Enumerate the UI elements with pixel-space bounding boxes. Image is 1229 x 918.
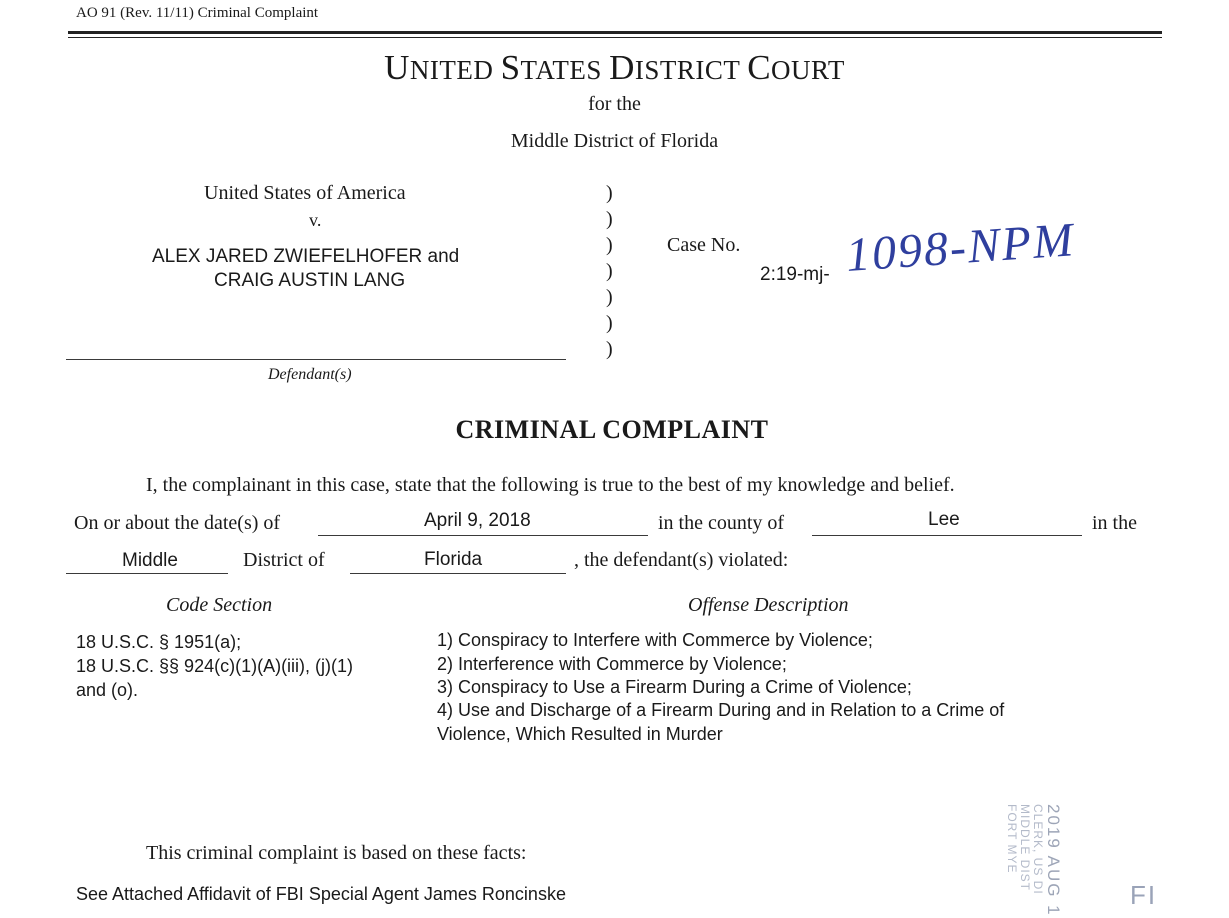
state-value: Florida	[424, 549, 483, 570]
code-section-line: 18 U.S.C. § 1951(a);	[76, 632, 242, 652]
case-number-label: Case No.	[667, 234, 741, 256]
in-the-label: in the	[1092, 512, 1137, 534]
offense-line: 2) Interference with Commerce by Violence;	[437, 654, 787, 674]
filed-stamp-edge: FI	[1130, 880, 1158, 910]
district-of-label: District of	[243, 549, 325, 571]
caption-paren: )	[606, 182, 613, 204]
state-underline	[350, 573, 566, 574]
caption-paren: )	[606, 208, 613, 230]
complaint-title: CRIMINAL COMPLAINT	[455, 415, 769, 444]
code-section-line: 18 U.S.C. §§ 924(c)(1)(A)(iii), (j)(1)	[76, 656, 354, 676]
header-rule-thick	[68, 31, 1162, 34]
caption-paren: )	[606, 338, 613, 360]
filed-stamp: 2019 AUG 1 CLERK, US DI MIDDLE DIST FORT MYE	[1005, 804, 1063, 917]
case-number-typed: 2:19-mj-	[760, 264, 830, 285]
date-label: On or about the date(s) of	[74, 512, 281, 534]
defendant-line-2: CRAIG AUSTIN LANG	[214, 270, 406, 291]
defendant-line-1: ALEX JARED ZWIEFELHOFER and	[152, 246, 460, 267]
for-the-label: for the	[588, 93, 641, 115]
county-label: in the county of	[658, 512, 785, 534]
offense-description-header: Offense Description	[688, 594, 849, 616]
court-district: Middle District of Florida	[510, 130, 719, 152]
date-underline	[318, 535, 648, 536]
versus-label: v.	[309, 210, 322, 230]
offense-line: Violence, Which Resulted in Murder	[437, 724, 723, 744]
form-number: AO 91 (Rev. 11/11) Criminal Complaint	[76, 5, 319, 21]
facts-intro: This criminal complaint is based on these facts:	[146, 842, 527, 864]
offense-line: 4) Use and Discharge of a Firearm During and in Relation to a Crime of	[437, 700, 1005, 720]
county-value: Lee	[928, 509, 960, 530]
code-section-header: Code Section	[166, 594, 273, 616]
county-underline	[812, 535, 1082, 536]
offense-line: 1) Conspiracy to Interfere with Commerce by Violence;	[437, 630, 873, 650]
header-rule-thin	[68, 37, 1162, 38]
complainant-statement: I, the complainant in this case, state that the following is true to the best of my knowledge and belief.	[146, 474, 955, 496]
plaintiff-name: United States of America	[204, 182, 406, 204]
caption-paren: )	[606, 312, 613, 334]
code-section-line: and (o).	[76, 680, 139, 700]
case-number-handwritten: 1098-NPM	[844, 213, 1077, 283]
defendant-underline	[66, 359, 566, 360]
court-title: UNITED STATES DISTRICT COURT	[384, 48, 845, 87]
offense-date: April 9, 2018	[424, 510, 531, 531]
caption-paren: )	[606, 234, 613, 256]
district-value: Middle	[122, 550, 178, 571]
caption-paren: )	[606, 260, 613, 282]
caption-paren: )	[606, 286, 613, 308]
district-underline	[66, 573, 228, 574]
violated-label: , the defendant(s) violated:	[574, 549, 789, 571]
facts-value: See Attached Affidavit of FBI Special Agent James Roncinske	[76, 884, 566, 904]
defendants-label: Defendant(s)	[268, 366, 352, 383]
offense-line: 3) Conspiracy to Use a Firearm During a Crime of Violence;	[437, 677, 912, 697]
